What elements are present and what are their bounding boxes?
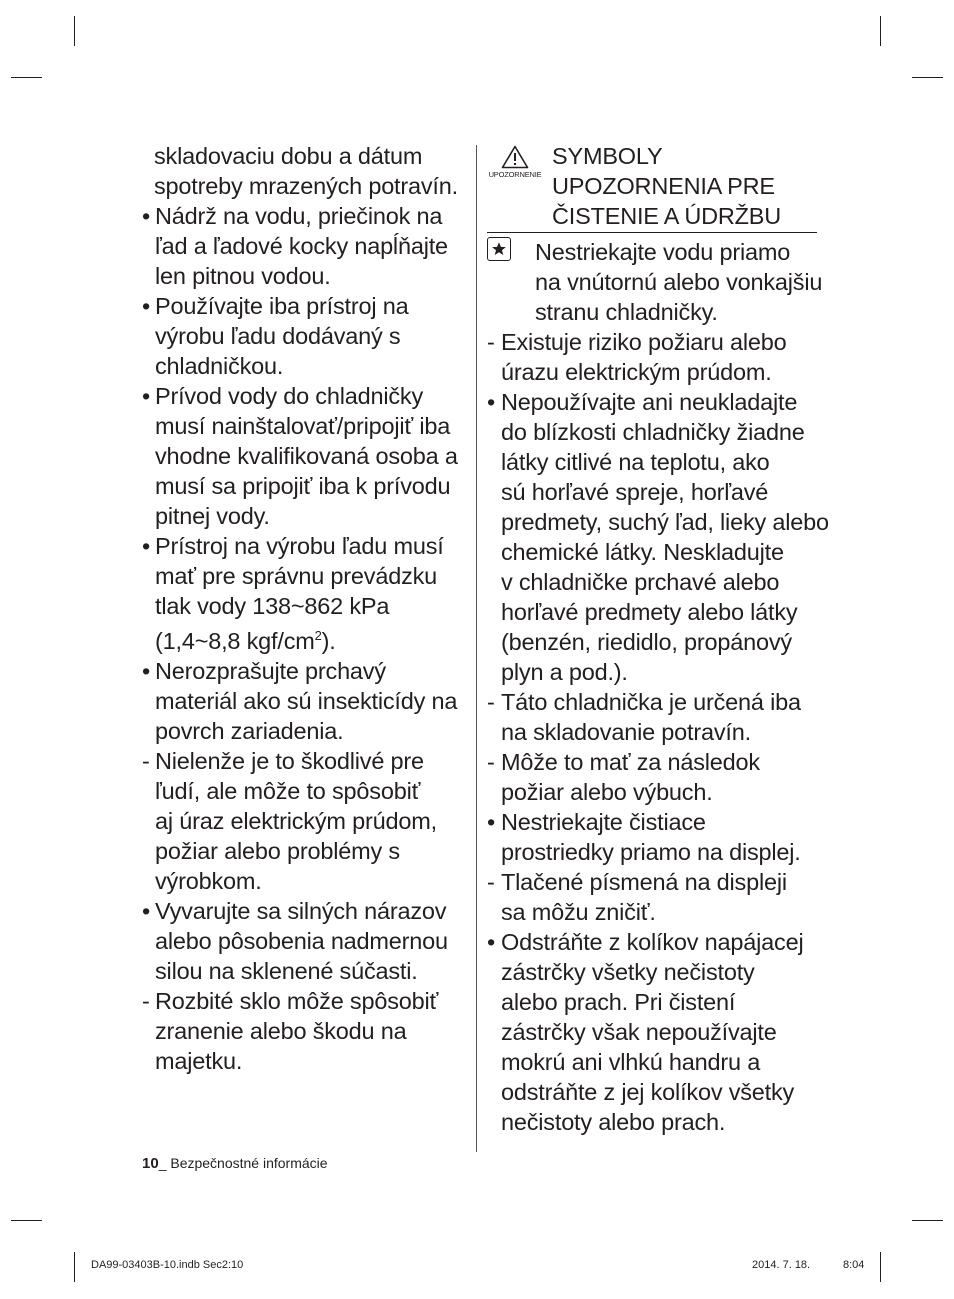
text-line: skladovaciu dobu a dátum — [154, 143, 423, 169]
text-line: Nielenže je to škodlivé pre — [155, 747, 424, 774]
dash-item — [487, 687, 817, 747]
text-line: musí sa pripojiť iba k prívodu — [155, 473, 451, 499]
crop-mark — [880, 1252, 881, 1282]
text-line: chladničkou. — [155, 353, 284, 379]
bullet-item — [487, 807, 817, 867]
text-line: alebo pôsobenia nadmernou — [155, 927, 448, 954]
text-line: Nestriekajte vodu priamo — [535, 239, 791, 265]
bullet-item — [487, 387, 829, 687]
text-line: Nerozprašujte prchavý — [155, 657, 386, 684]
text-line: sa môžu zničiť. — [501, 899, 656, 925]
text-line: nečistoty alebo prach. — [501, 1109, 726, 1135]
text-line: Používajte iba prístroj na — [155, 293, 409, 319]
text-line: chemické látky. Neskladujte — [501, 539, 784, 565]
text-line: len pitnou vodou. — [155, 263, 331, 289]
bullet-marker: • — [142, 897, 151, 924]
text-line: horľavé predmety alebo látky — [501, 599, 798, 625]
text-line: Tlačené písmená na displeji — [501, 869, 787, 895]
bullet-marker: • — [487, 929, 496, 955]
text-line: na vnútornú alebo vonkajšiu — [535, 269, 823, 295]
right-column — [487, 141, 829, 1137]
text-line: silou na sklenené súčasti. — [155, 957, 418, 984]
left-column — [142, 141, 468, 1076]
text-line: úrazu elektrickým prúdom. — [501, 359, 772, 385]
text-line: prostriedky priamo na displej. — [501, 839, 801, 865]
crop-mark — [74, 1252, 75, 1282]
text-line: Môže to mať za následok — [501, 749, 760, 775]
text-line: sú horľavé spreje, horľavé — [501, 479, 769, 505]
text-line: odstráňte z jej kolíkov všetky — [501, 1079, 795, 1105]
text-line: tlak vody 138~862 kPa — [155, 593, 390, 619]
bullet-item — [487, 927, 817, 1137]
slug-date: 2014. 7. 18. — [752, 1259, 811, 1271]
text-line: Rozbité sklo môže spôsobiť — [155, 987, 439, 1014]
text-line: stranu chladničky. — [535, 299, 718, 325]
dash-marker: - — [487, 689, 495, 715]
text-line: Táto chladnička je určená iba — [501, 689, 801, 715]
dash-marker: - — [142, 987, 150, 1014]
bullet-marker: • — [487, 389, 496, 415]
dash-item — [487, 327, 817, 387]
dash-item — [487, 867, 817, 927]
text-line: Nepoužívajte ani neukladajte — [501, 389, 798, 415]
dash-item — [487, 747, 817, 807]
text-line: (benzén, riedidlo, propánový — [501, 629, 792, 655]
warning-label: UPOZORNENIE — [488, 170, 542, 179]
bullet-marker: • — [142, 383, 151, 409]
text-line: vhodne kvalifikovaná osoba a — [155, 443, 458, 469]
crop-mark — [912, 1220, 943, 1221]
title-line: SYMBOLY — [552, 143, 663, 169]
bullet-item — [142, 201, 468, 291]
text-line: predmety, suchý ľad, lieky alebo — [501, 509, 829, 535]
text-line: pitnej vody. — [155, 503, 270, 529]
text-line: alebo prach. Pri čistení — [501, 989, 736, 1015]
text-line: aj úraz elektrickým prúdom, — [155, 807, 437, 834]
title-line: ČISTENIE A ÚDRŽBU — [552, 203, 782, 229]
text-line: musí nainštalovať/pripojiť iba — [155, 413, 451, 439]
bullet-marker: • — [142, 203, 151, 229]
warning-header — [487, 141, 817, 233]
slug-file: DA99-03403B-10.indb Sec2:10 — [91, 1259, 244, 1271]
dash-item — [142, 986, 468, 1076]
warning-triangle-icon — [487, 143, 543, 179]
crop-mark — [880, 16, 881, 46]
text-line: zástrčky však nepoužívajte — [501, 1019, 777, 1045]
text-line: Nádrž na vodu, priečinok na — [155, 203, 443, 229]
dash-marker: - — [142, 747, 150, 774]
text-block — [142, 141, 468, 201]
bullet-item — [142, 291, 468, 381]
slug-time: 8:04 — [843, 1259, 865, 1271]
star-in-box-icon — [487, 237, 511, 261]
crop-mark — [912, 77, 943, 78]
page-number: 10 — [142, 1155, 159, 1172]
dash-marker: - — [487, 749, 495, 775]
section-title — [552, 141, 781, 231]
text-line: látky citlivé na teplotu, ako — [501, 449, 770, 475]
pressure-line — [155, 621, 468, 656]
bullet-item — [142, 896, 468, 986]
text-line: materiál ako sú insekticídy na — [155, 687, 458, 714]
text-line: povrch zariadenia. — [155, 717, 344, 744]
text-line: Nestriekajte čistiace — [501, 809, 706, 835]
text-line: zástrčky všetky nečistoty — [501, 959, 755, 985]
text-line: majetku. — [155, 1047, 243, 1074]
column-divider — [476, 145, 477, 1152]
text-line: zranenie alebo škodu na — [155, 1017, 407, 1044]
pressure-text-end: ). — [321, 627, 336, 654]
bullet-marker: • — [142, 657, 151, 684]
bullet-marker: • — [142, 533, 151, 559]
title-line: UPOZORNENIA PRE — [552, 173, 775, 199]
first-warning-item — [487, 237, 823, 327]
text-line: výrobu ľadu dodávaný s — [155, 323, 401, 349]
dash-marker: - — [487, 329, 495, 355]
text-line: výrobkom. — [155, 867, 262, 894]
text-line: ľudí, ale môže to spôsobiť — [155, 777, 421, 804]
text-line: požiar alebo problémy s — [155, 837, 400, 864]
crop-mark — [11, 1220, 42, 1221]
crop-mark — [74, 16, 75, 46]
text-line: Prívod vody do chladničky — [155, 383, 424, 409]
text-line: Odstráňte z kolíkov napájacej — [501, 929, 804, 955]
text-line: na skladovanie potravín. — [501, 719, 751, 745]
superscript: 2 — [314, 628, 322, 643]
pressure-text: (1,4~8,8 kgf/cm — [155, 627, 315, 654]
text-line: do blízkosti chladničky žiadne — [501, 419, 805, 445]
bullet-item — [142, 531, 468, 656]
text-line: Prístroj na výrobu ľadu musí — [155, 533, 444, 559]
text-line: ľad a ľadové kocky napĺňajte — [155, 233, 448, 259]
text-line: mokrú ani vlhkú handru a — [501, 1049, 761, 1075]
text-line: plyn a pod.). — [501, 659, 628, 685]
text-line: Existuje riziko požiaru alebo — [501, 329, 787, 355]
bullet-marker: • — [487, 809, 496, 835]
crop-mark — [11, 77, 42, 78]
text-line: mať pre správnu prevádzku — [155, 563, 438, 589]
page-footer — [142, 1155, 328, 1172]
bullet-marker: • — [142, 293, 151, 319]
text-line: v chladničke prchavé alebo — [501, 569, 780, 595]
text-line: spotreby mrazených potravín. — [154, 173, 458, 199]
text-line: požiar alebo výbuch. — [501, 779, 713, 805]
bullet-item — [525, 237, 823, 327]
bullet-item — [142, 656, 468, 746]
warning-list — [487, 327, 829, 1137]
dash-marker: - — [487, 869, 495, 895]
bullet-item — [142, 381, 468, 531]
text-line: Vyvarujte sa silných nárazov — [155, 897, 447, 924]
dash-item — [142, 746, 468, 896]
section-name: _ Bezpečnostné informácie — [158, 1155, 328, 1171]
